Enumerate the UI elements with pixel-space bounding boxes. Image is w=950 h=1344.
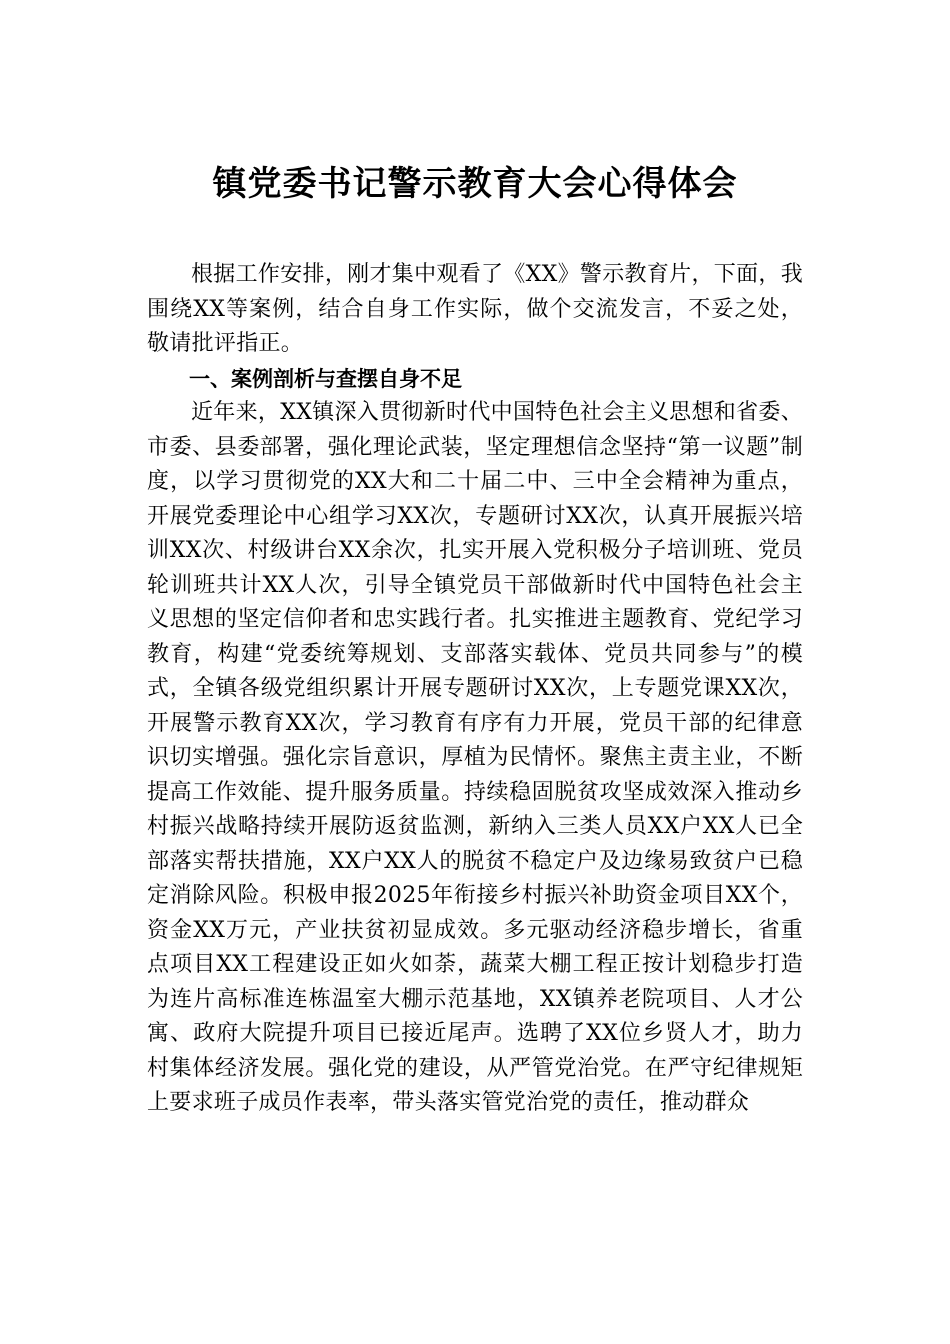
intro-paragraph: 根据工作安排，刚才集中观看了《XX》警示教育片，下面，我围绕XX等案例，结合自身工作实际，做个交流发言，不妥之处，敬请批评指正。 [147,262,803,356]
section-heading: 一、案例剖析与查摆自身不足 [189,366,462,391]
document-body [147,258,803,1121]
section-paragraph: 近年来，XX镇深入贯彻新时代中国特色社会主义思想和省委、市委、县委部署，强化理论武装，坚定理想信念坚持“第一议题”制度，以学习贯彻党的XX大和二十届二中、三中全会精神为重点，开展党委理论中心组学习XX次，专题研讨XX次，认真开展振兴培训XX次、村级讲台XX余次，扎实开展入党积极分子培训班、党员轮训班共计XX人次，引导全镇党员干部做新时代中国特色社会主义思想的坚定信仰者和忠实践行者。扎实推进主题教育、党纪学习教育，构建“党委统筹规划、支部落实载体、党员共同参与”的模式，全镇各级党组织累计开展专题研讨XX次，上专题党课XX次，开展警示教育XX次，学习教育有序有力开展，党员干部的纪律意识切实增强。强化宗旨意识，厚植为民情怀。聚焦主责主业，不断提高工作效能、提升服务质量。持续稳固脱贫攻坚成效深入推动乡村振兴战略持续开展防返贫监测，新纳入三类人员XX户XX人已全部落实帮扶措施，XX户XX人的脱贫不稳定户及边缘易致贫户已稳定消除风险。积极申报2025年衔接乡村振兴补助资金项目XX个，资金XX万元，产业扶贫初显成效。多元驱动经济稳步增长，省重点项目XX工程建设正如火如荼，蔬菜大棚工程正按计划稳步打造为连片高标准连栋温室大棚示范基地，XX镇养老院项目、人才公寓、政府大院提升项目已接近尾声。选聘了XX位乡贤人才，助力村集体经济发展。强化党的建设，从严管党治党。在严守纪律规矩上要求班子成员作表率，带头落实管党治党的责任，推动群众 [147,400,803,1115]
document-title: 镇党委书记警示教育大会心得体会 [212,164,738,204]
